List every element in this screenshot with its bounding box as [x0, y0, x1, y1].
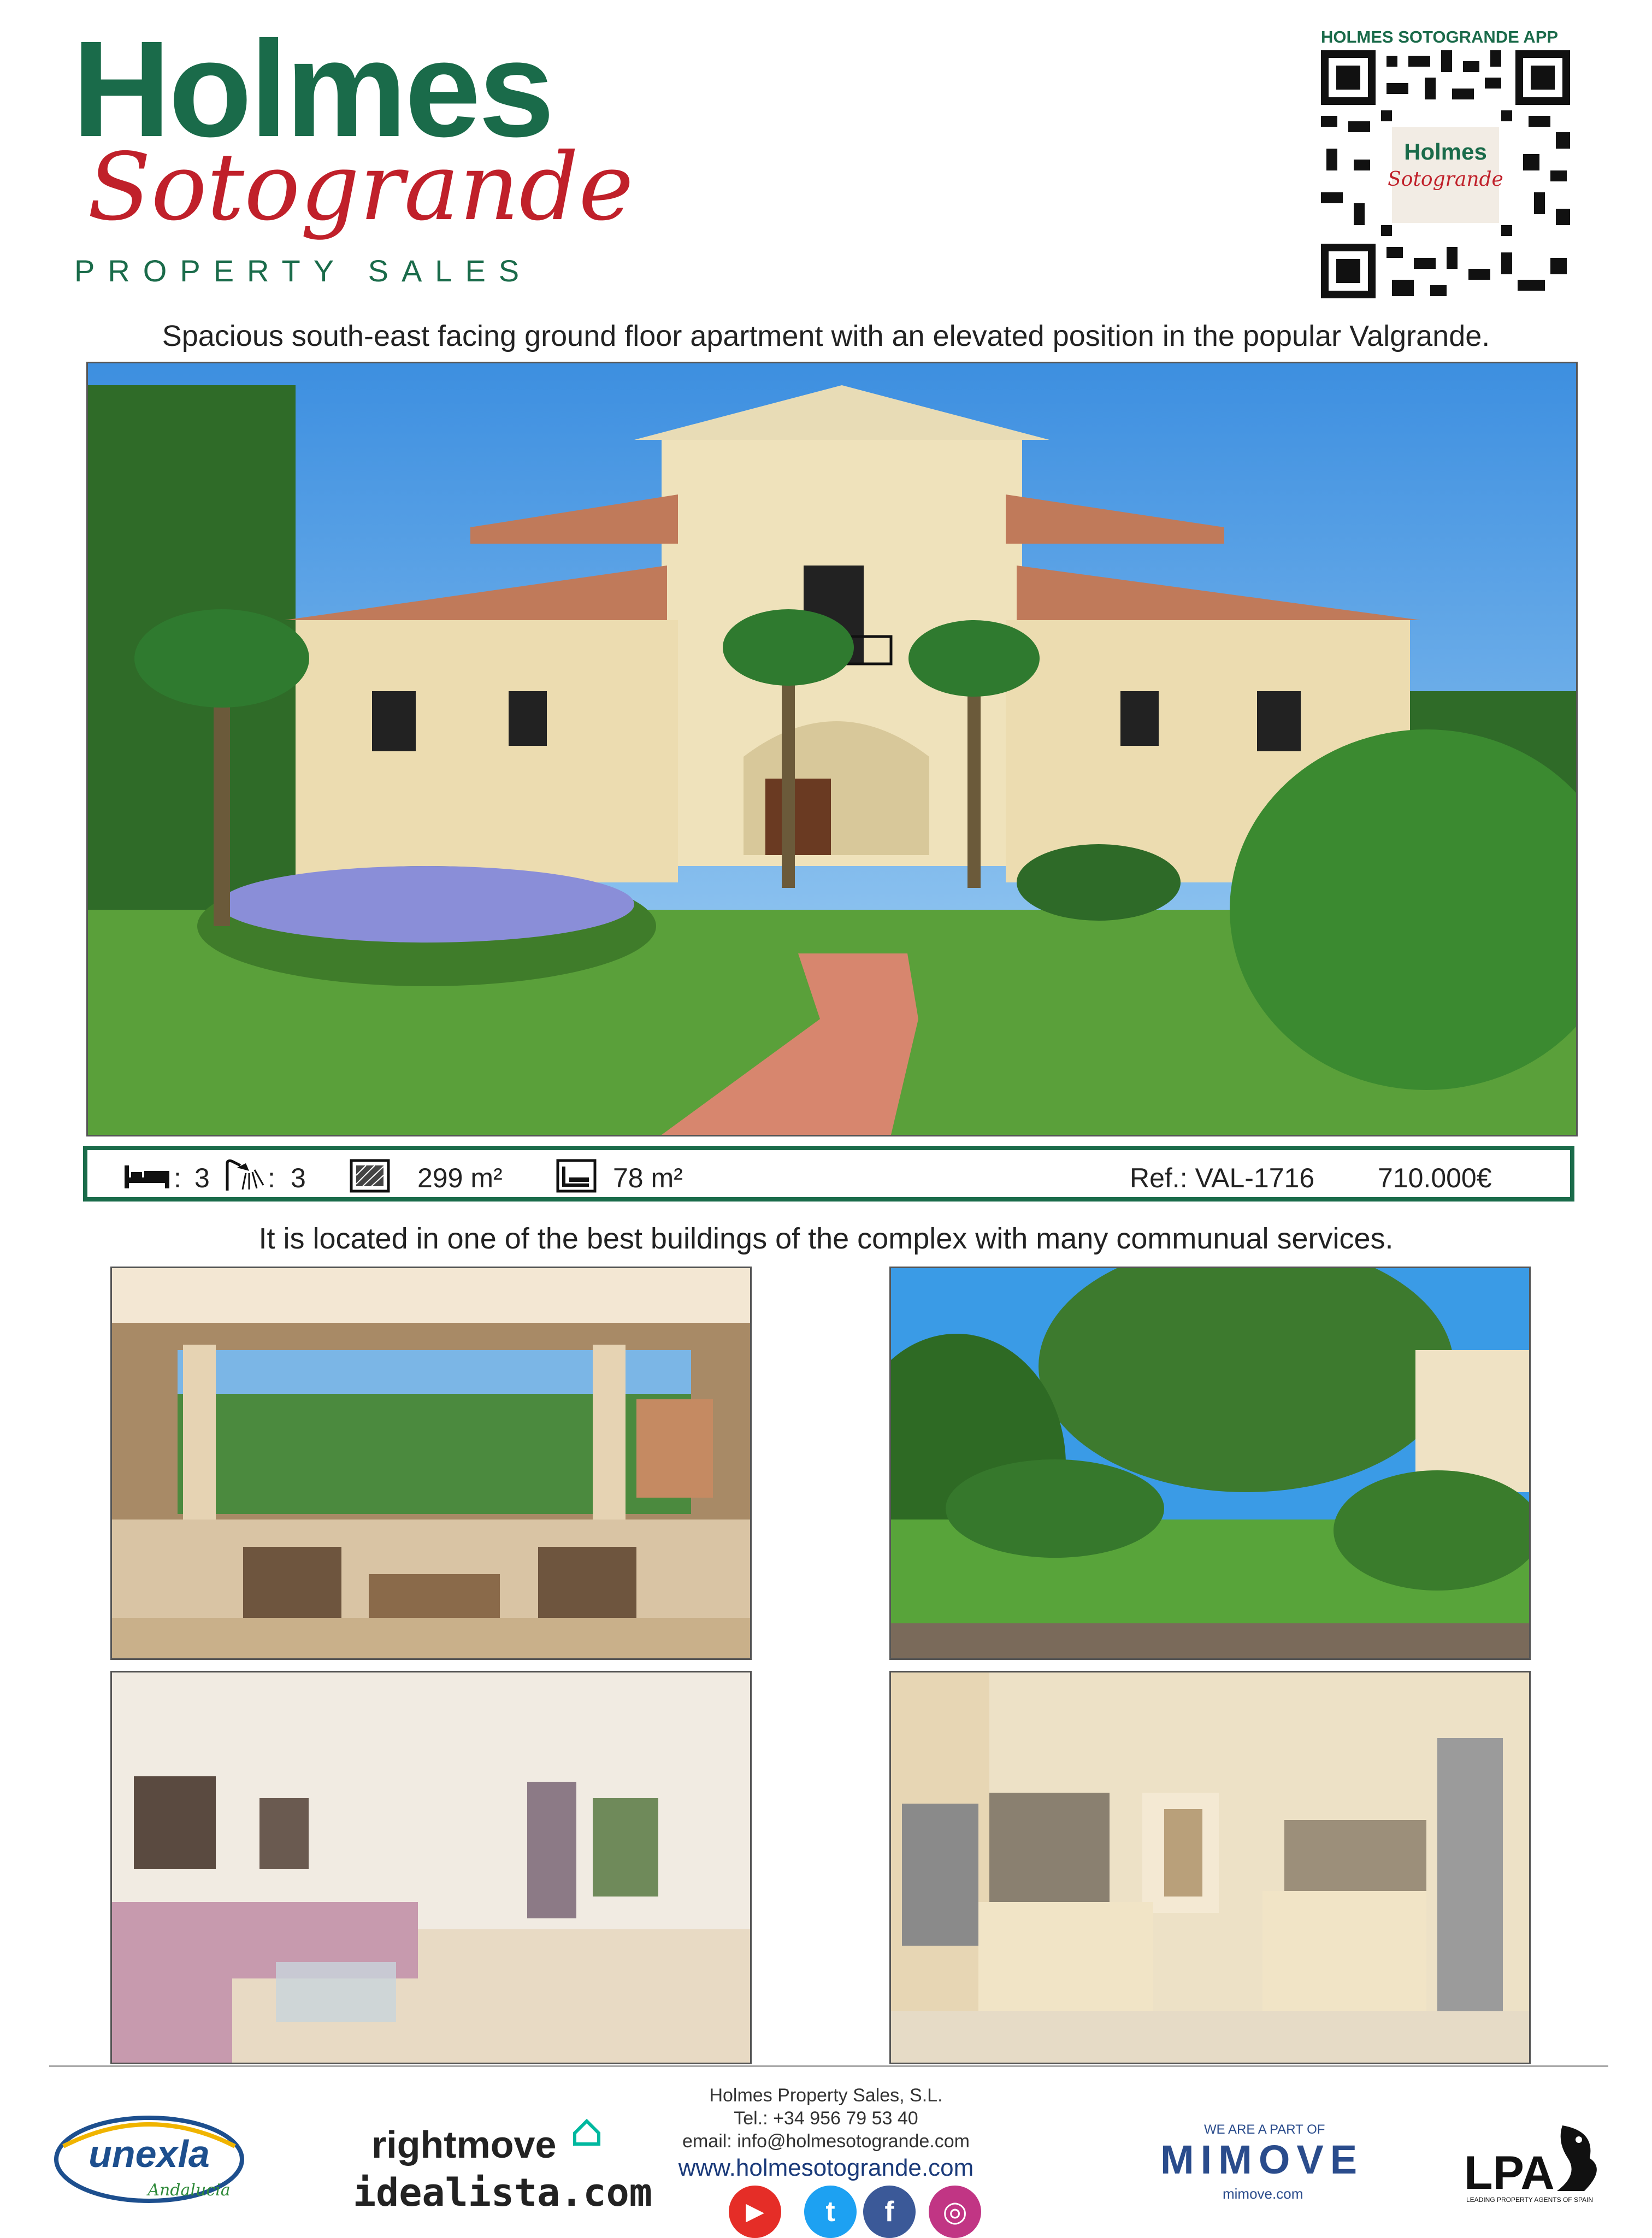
lpa-logo[interactable]: LPA [1464, 2147, 1555, 2199]
rightmove-house-icon [571, 2117, 602, 2147]
qr-code-graphic [1321, 50, 1570, 298]
mimove-prefix: WE ARE A PART OF [1204, 2122, 1325, 2137]
price: 710.000€ [1378, 1163, 1492, 1193]
footer-company: Holmes Property Sales, S.L. [709, 2085, 943, 2106]
reference-number: Ref.: VAL-1716 [1130, 1163, 1315, 1193]
unexla-wordmark: unexla [88, 2133, 210, 2175]
terrace-area-icon [556, 1159, 597, 1193]
lpa-subtitle: LEADING PROPERTY AGENTS OF SPAIN [1466, 2196, 1594, 2204]
idealista-logo[interactable]: idealista.com [353, 2170, 652, 2215]
bedroom-count: 3 [194, 1163, 210, 1193]
built-area-value: 299 m² [417, 1163, 503, 1193]
unexla-subtitle: Andalucia [148, 2181, 231, 2200]
footer-divider [49, 2065, 1608, 2067]
shower-icon [224, 1159, 266, 1192]
app-title: HOLMES SOTOGRANDE APP [1321, 27, 1559, 46]
mimove-logo[interactable]: MIMOVE [1160, 2137, 1364, 2182]
built-area-icon [350, 1159, 390, 1193]
bed-icon [122, 1161, 172, 1191]
photo-garden-view [889, 1267, 1531, 1660]
terrace-area-value: 78 m² [613, 1163, 683, 1193]
footer-phone[interactable]: Tel.: +34 956 79 53 40 [734, 2108, 918, 2129]
twitter-icon[interactable]: t [804, 2186, 857, 2238]
qr-center-holmes: Holmes [1404, 139, 1487, 164]
instagram-icon[interactable]: ◎ [929, 2186, 981, 2238]
mimove-url[interactable]: mimove.com [1223, 2186, 1303, 2202]
photo-kitchen [889, 1671, 1531, 2064]
listing-subline: It is located in one of the best buildings of the complex with many communual services. [258, 1222, 1394, 1255]
property-info-bar: : 3 : 3 299 m² 78 m² Ref.: VAL-1716 710.000€ [83, 1146, 1574, 1202]
facebook-icon[interactable]: f [863, 2186, 916, 2238]
rightmove-logo[interactable]: rightmove [371, 2123, 557, 2166]
photo-covered-terrace [110, 1267, 752, 1660]
qr-code[interactable] [1321, 50, 1570, 298]
footer-website[interactable]: www.holmesotogrande.com [678, 2154, 974, 2181]
brand-tagline: PROPERTY SALES [74, 254, 533, 288]
brand-logo-holmes: Holmes [72, 13, 553, 165]
bathroom-count: 3 [291, 1163, 306, 1193]
lpa-bird-icon [1551, 2120, 1612, 2196]
listing-headline: Spacious south-east facing ground floor apartment with an elevated position in the popular Valgrande. [162, 320, 1490, 352]
unexla-logo[interactable] [52, 2113, 246, 2205]
footer-email[interactable]: email: info@holmesotogrande.com [682, 2131, 970, 2152]
main-photo-building-exterior [86, 362, 1578, 1136]
brand-logo-sotogrande: Sotogrande [87, 133, 634, 242]
photo-living-room [110, 1671, 752, 2064]
qr-center-sotogrande: Sotogrande [1388, 168, 1503, 191]
youtube-icon[interactable]: ▶ [729, 2186, 781, 2238]
